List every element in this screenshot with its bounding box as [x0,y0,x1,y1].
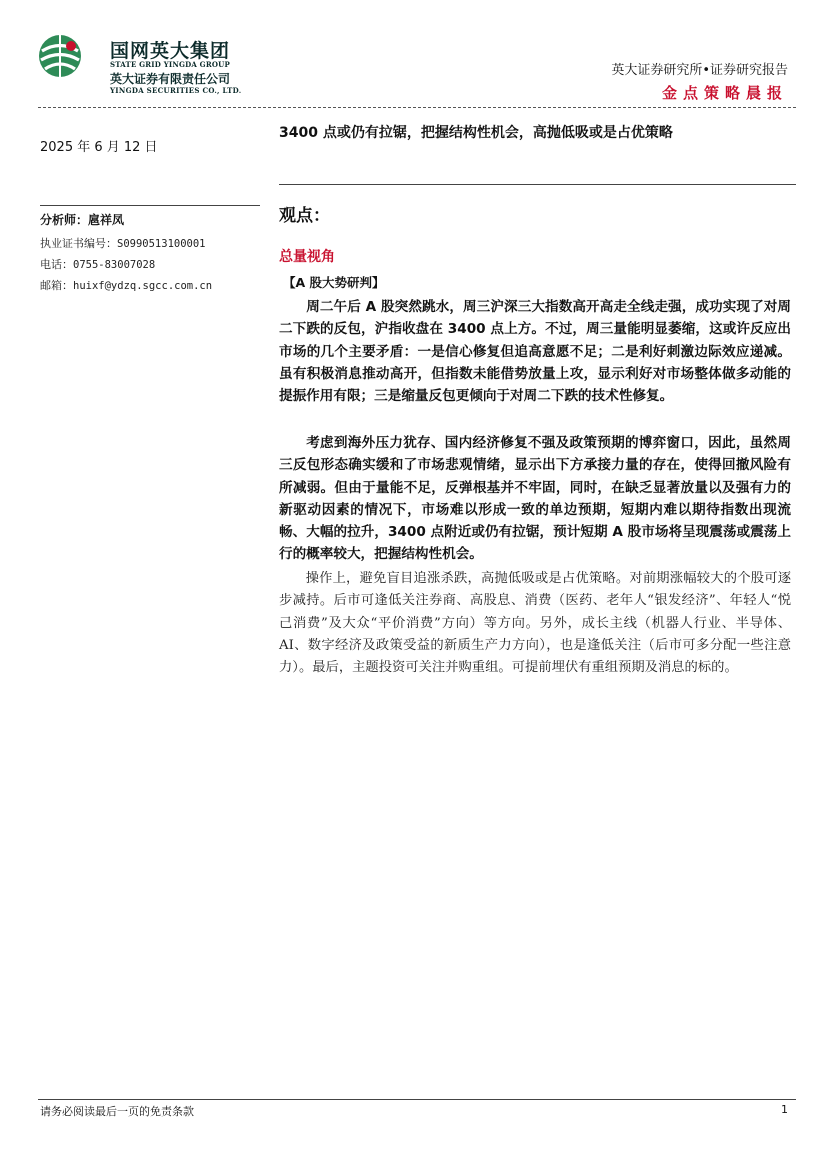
paragraph-3: 操作上，避免盲目追涨杀跌，高抛低吸或是占优策略。对前期涨幅较大的个股可逐步减持。后市可逢低关注券商、高股息、消费（医药、老年人“银发经济”、年轻人“悦己消费”及大众“平价消费”方向）等方向。另外，成长主线（机器人行业、半导体、AI、数字经济及政策受益的新质生产力方向），也是逢低关注（后市可多分配一些注意力）。最后，主题投资可关注并购重组。可提前埋伏有重组预期及消息的标的。 [279,571,791,676]
title-divider [279,184,796,185]
report-date: 2025 年 6 月 12 日 [40,140,158,155]
section-heading: 总量视角 [279,249,335,265]
paragraph-2: 考虑到海外压力犹存、国内经济修复不强及政策预期的博弈窗口，因此，虽然周三反包形态确实缓和了市场悲观情绪，显示出下方承接力量的存在，使得回撤风险有所减弱。但由于量能不足，反弹根基并不牢固，同时，在缺乏显著放量以及强有力的新驱动因素的情况下，市场难以形成一致的单边预期，短期内难以期待指数出现流畅、大幅的拉升，3400 点附近或仍有拉锯，预计短期 A 股市场将呈现震荡或震荡上行的概率较大，把握结构性机会。 [279,435,791,563]
header-report-type: 金点策略晨报 [661,84,788,102]
page-number: 1 [781,1103,788,1116]
logo-company-name-en: YINGDA SECURITIES CO., LTD. [110,86,242,95]
footer-disclaimer: 请务必阅读最后一页的免责条款 [40,1105,194,1118]
logo-group-name-en: STATE GRID YINGDA GROUP [110,60,230,69]
analyst-name: 分析师：扈祥凤 [40,213,125,227]
email-link[interactable]: huixf@ydzq.sgcc.com.cn [73,280,213,292]
sidebar-divider [40,205,260,206]
phone-number: 0755-83007028 [73,259,156,271]
email-label: 邮箱： [40,279,73,292]
analyst-license [40,235,206,251]
view-heading: 观点： [279,206,330,226]
header-divider [38,107,796,108]
header-institute: 英大证券研究所•证券研究报告 [611,63,788,78]
logo-company-name: 英大证券有限责任公司 [110,72,231,86]
analyst-phone [40,256,155,272]
paragraph-1: 周二午后 A 股突然跳水，周三沪深三大指数高开高走全线走强，成功实现了对周二下跌的反包，沪指收盘在 3400 点上方。不过，周三量能明显萎缩，这或许反应出市场的几个主要矛盾：一是信心修复但追高意愿不足；二是利好刺激边际效应递减。虽有积极消息推动高开，但指数未能借势放量上攻，显示利好对市场整体做多动能的提振作用有限；三是缩量反包更倾向于对周二下跌的技术性修复。 [279,299,791,405]
subsection-heading: 【A 股大势研判】 [283,275,385,290]
analyst-email [40,277,212,293]
license-number: S0990513100001 [117,238,206,250]
company-logo-icon [38,34,82,78]
footer-divider [38,1099,796,1100]
license-label: 执业证书编号： [40,237,117,250]
phone-label: 电话： [40,258,73,271]
logo-group-name: 国网英大集团 [110,40,231,62]
report-title: 3400 点或仍有拉锯，把握结构性机会，高抛低吸或是占优策略 [279,125,673,141]
